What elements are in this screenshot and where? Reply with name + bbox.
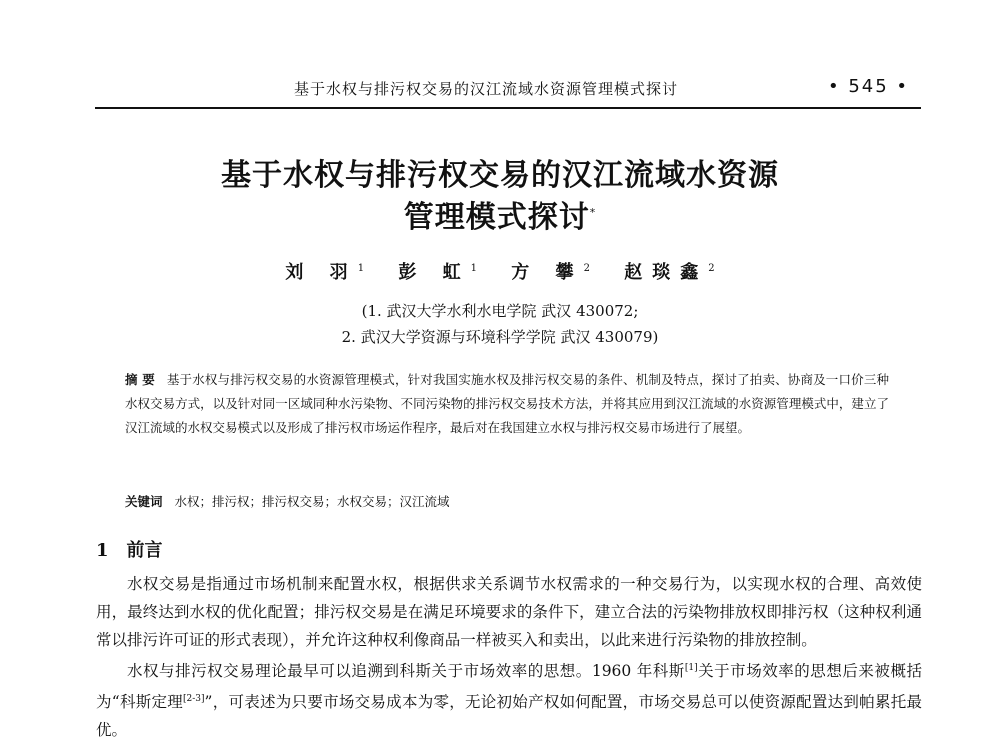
author: [285, 258, 364, 284]
header-rule: [95, 107, 921, 109]
section-heading: [96, 536, 163, 562]
paragraph-text: 关于市场效率的思想后来被概括为“科斯定理: [96, 662, 922, 712]
paper-title-line2-text: 管理模式探讨: [403, 200, 590, 235]
abstract-text: 基于水权与排污权交易的水资源管理模式，针对我国实施水权及排污权交易的条件、机制及特点，探讨了拍卖、协商及一口价三种水权交易方式，以及针对同一区域同种水污染物、不同污染物的排污权交易技术方法，并将其应用到汉江流域的水资源管理模式中，建立了汉江流域的水权交易模式以及形成了排污权市场运作程序，最后对在我国建立水权与排污权交易市场进行了展望。: [125, 372, 889, 435]
author-name: 刘 羽: [285, 262, 358, 283]
paragraph: 水权交易是指通过市场机制来配置水权，根据供求关系调节水权需求的一种交易行为，以实现水权的合理、高效使用，最终达到水权的优化配置；排污权交易是在满足环境要求的条件下，建立合法的污染物排放权即排污权（这种权利通常以排污许可证的形式表现），并允许这种权利像商品一样被买入和卖出，以此来进行污染物的排放控制。: [96, 575, 922, 649]
author-name: 方 攀: [511, 262, 584, 283]
section-number: 1: [96, 540, 109, 561]
author: [511, 258, 590, 284]
title-footnote-mark: *: [589, 206, 597, 219]
author: [624, 258, 714, 284]
abstract-label: 摘 要: [125, 372, 155, 387]
paragraph-text: 水权与排污权交易理论最早可以追溯到科斯关于市场效率的思想。1960 年科斯: [127, 662, 685, 681]
paragraph: [96, 654, 922, 744]
paragraph-text: ”，可表述为只要市场交易成本为零，无论初始产权如何配置，市场交易总可以使资源配置达到帕累托最优。: [96, 693, 922, 740]
author-affiliation-mark: 1: [470, 263, 477, 274]
section-title: 前言: [126, 540, 163, 561]
author-affiliation-mark: 2: [708, 263, 715, 274]
abstract: [125, 368, 889, 440]
running-title: 基于水权与排污权交易的汉江流域水资源管理模式探讨: [294, 80, 679, 98]
author: [398, 258, 477, 284]
author-list: [0, 258, 1000, 284]
citation[interactable]: [1]: [684, 663, 698, 673]
paper-title-line2: [0, 192, 1000, 236]
page-number: • 545 •: [828, 76, 910, 97]
author-affiliation-mark: 1: [357, 263, 365, 274]
affiliation-line1: (1. 武汉大学水利水电学院 武汉 430072;: [361, 302, 639, 320]
author-name: 赵琰鑫: [624, 262, 709, 283]
running-header: [0, 0, 1000, 110]
body-text: [96, 570, 922, 744]
keywords: [125, 492, 889, 510]
citation[interactable]: [2-3]: [183, 694, 205, 705]
paper-title-line1: 基于水权与排污权交易的汉江流域水资源: [221, 158, 779, 193]
author-affiliation-mark: 2: [583, 263, 590, 274]
keywords-text: 水权；排污权；排污权交易；水权交易；汉江流域: [174, 494, 450, 509]
keywords-label: 关键词: [125, 494, 163, 509]
affiliation-line2: 2. 武汉大学资源与环境科学学院 武汉 430079): [341, 328, 659, 346]
author-name: 彭 虹: [398, 262, 471, 283]
